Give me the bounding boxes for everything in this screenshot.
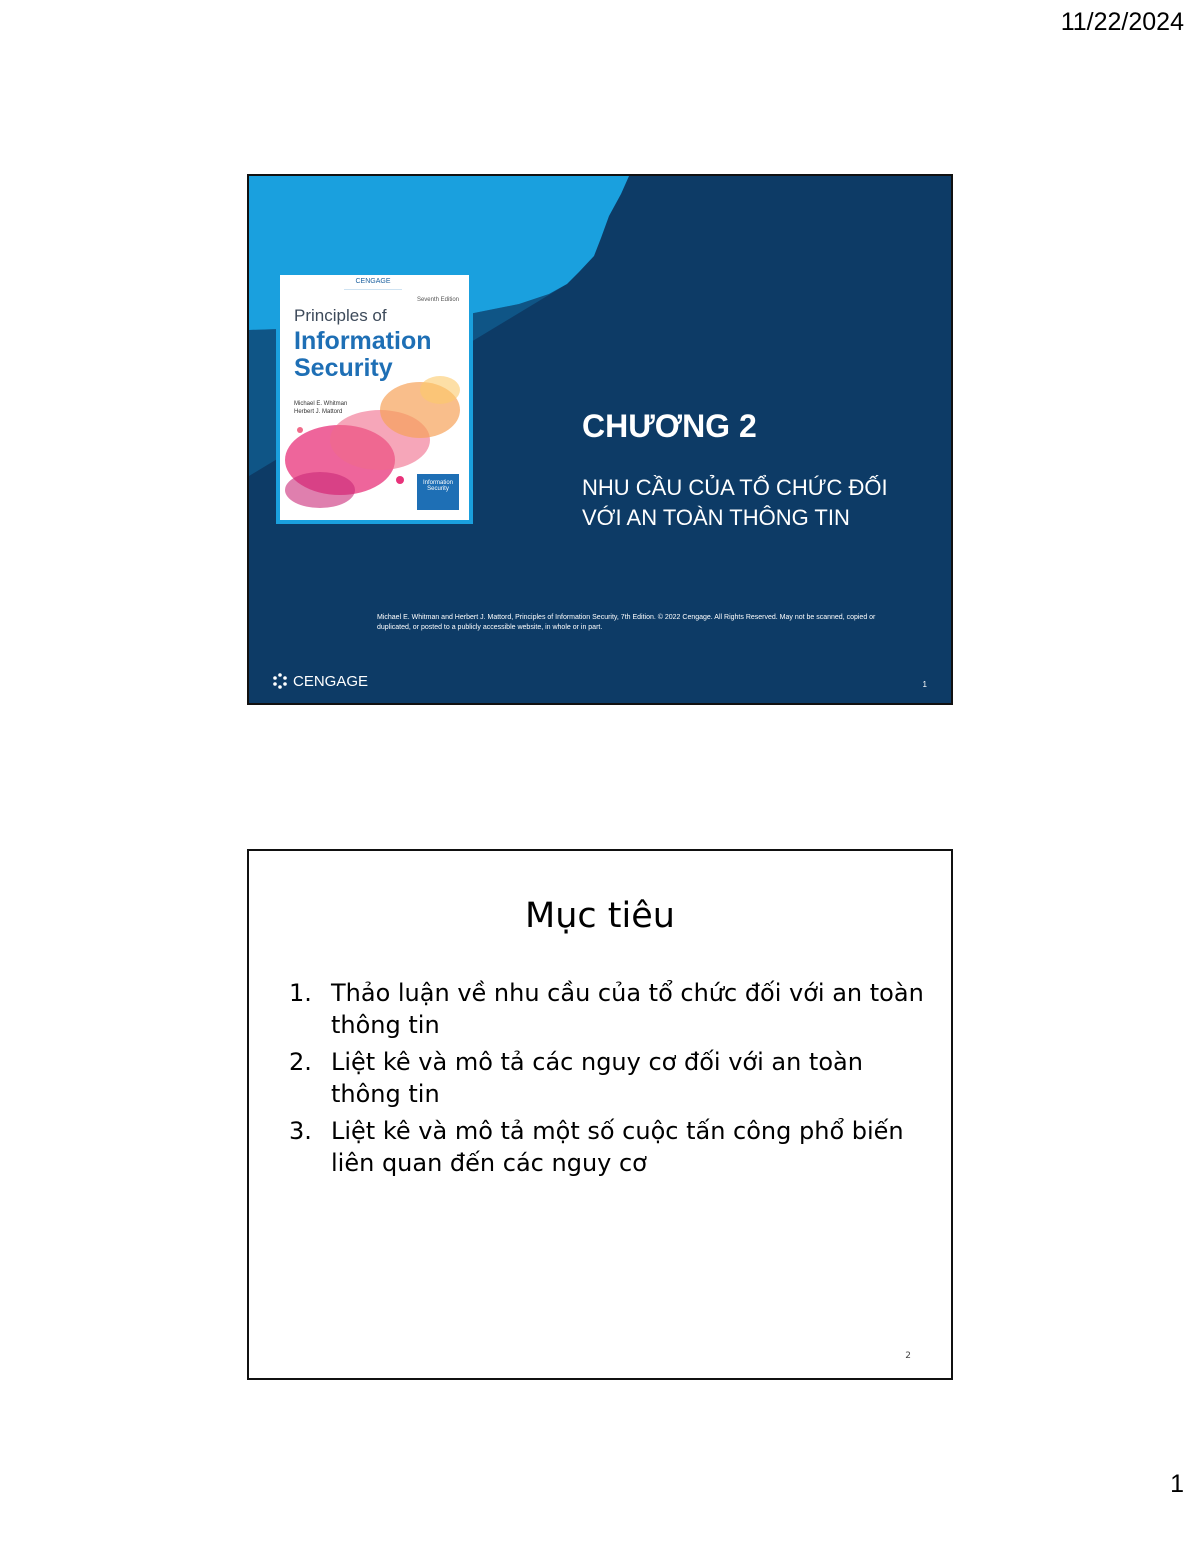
cover-brand: CENGAGE (344, 275, 402, 290)
page-number: 1 (1170, 1470, 1184, 1498)
chapter-subtitle: NHU CẦU CỦA TỔ CHỨC ĐỐI VỚI AN TOÀN THÔNG TIN (582, 475, 888, 530)
slide-2-title: Mục tiêu (525, 896, 675, 936)
objectives-list (289, 977, 929, 1184)
list-item (289, 1046, 929, 1110)
cover-title-line2: Security (294, 354, 393, 382)
list-item-number: 2. (289, 1048, 312, 1076)
slide-2-thumbnail (247, 849, 953, 1380)
list-item (289, 1115, 929, 1179)
cengage-logo-text: CENGAGE (293, 672, 369, 690)
list-item-text: Liệt kê và mô tả các nguy cơ đối với an toàn thông tin (331, 1048, 863, 1108)
page-date: 11/22/2024 (1060, 8, 1184, 36)
slide-1-thumbnail (247, 174, 953, 705)
book-cover (276, 271, 473, 524)
cengage-logo-icon (271, 672, 289, 690)
slide-2-number: 2 (905, 1351, 911, 1361)
cover-edition: Seventh Edition (416, 297, 459, 303)
cover-badge: Information Security (417, 474, 459, 510)
cover-principles: Principles of (294, 306, 387, 325)
list-item-number: 3. (289, 1117, 312, 1145)
chapter-title: CHƯƠNG 2 (582, 408, 757, 444)
list-item-text: Liệt kê và mô tả một số cuộc tấn công phổ biến liên quan đến các nguy cơ (331, 1117, 904, 1177)
cover-author-2: Herbert J. Mattord (294, 409, 343, 415)
list-item (289, 977, 929, 1041)
list-item-text: Thảo luận về nhu cầu của tổ chức đối với an toàn thông tin (331, 979, 924, 1039)
slide-1-number: 1 (922, 680, 927, 689)
cover-author-1: Michael E. Whitman (294, 401, 348, 407)
cover-title-line1: Information (294, 327, 432, 355)
cengage-logo (271, 672, 368, 690)
copyright-notice: Michael E. Whitman and Herbert J. Mattord, Principles of Information Security, 7th Edition. © 2022 Cengage. All Rights Reserved. May not be scanned, copied or duplicated, or posted to a publicly accessible website, in whole or in part. (377, 614, 876, 631)
list-item-number: 1. (289, 979, 312, 1007)
